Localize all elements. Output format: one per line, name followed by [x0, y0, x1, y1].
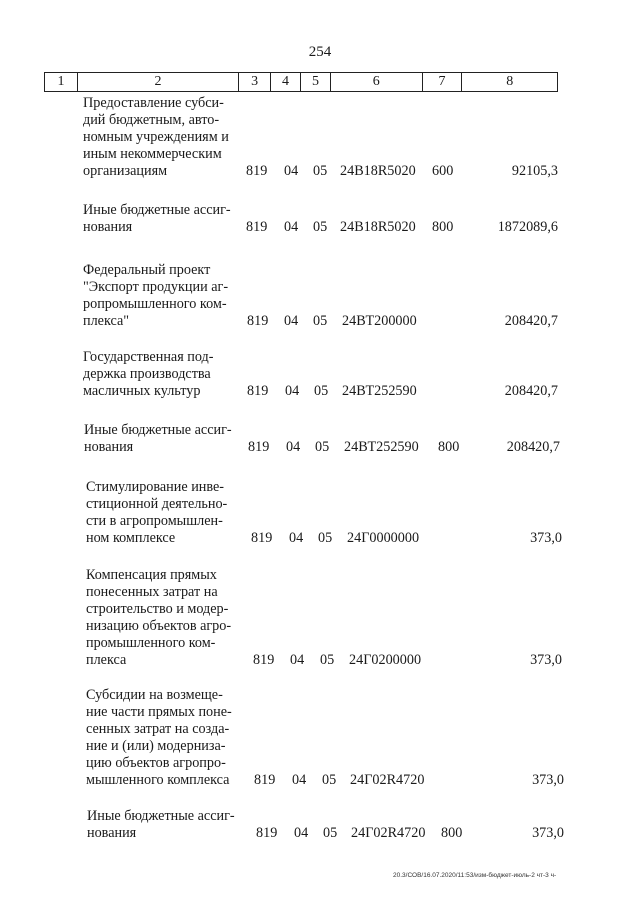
amount: 373,0 [532, 825, 564, 841]
target-article-code: 24В18R5020 [340, 219, 416, 235]
target-article-code: 24ВТ200000 [342, 313, 417, 329]
column-header-2: 2 [78, 73, 239, 91]
expense-type-code: 800 [441, 825, 463, 841]
section-code: 04 [284, 163, 299, 179]
section-code: 04 [286, 439, 301, 455]
column-header-4: 4 [271, 73, 301, 91]
amount: 373,0 [530, 530, 562, 546]
ministry-code: 819 [246, 163, 268, 179]
ministry-code: 819 [247, 313, 269, 329]
column-header-5: 5 [301, 73, 331, 91]
target-article-code: 24ВТ252590 [342, 383, 417, 399]
column-header-7: 7 [423, 73, 463, 91]
amount: 373,0 [530, 652, 562, 668]
page-number: 254 [308, 44, 332, 60]
ministry-code: 819 [248, 439, 270, 455]
subsection-code: 05 [313, 219, 328, 235]
amount: 208420,7 [504, 383, 558, 399]
column-header-1: 1 [45, 73, 78, 91]
target-article-code: 24Г0200000 [349, 652, 422, 668]
column-header-8: 8 [506, 74, 514, 89]
ministry-code: 819 [254, 772, 276, 788]
subsection-code: 05 [323, 825, 338, 841]
target-article-code: 24Г0000000 [347, 530, 420, 546]
row-description: Иные бюджетные ассиг- нования [84, 422, 232, 455]
subsection-code: 05 [322, 772, 337, 788]
expense-type-code: 600 [432, 163, 454, 179]
section-code: 04 [292, 772, 307, 788]
target-article-code: 24Г02R4720 [350, 772, 425, 788]
footer-document-code: 20.3/СОВ/16.07.2020/11:53/изм-бюджет-июль-2 чт-3 ч- [393, 872, 557, 879]
row-description: Государственная под- держка производства масличных культур [83, 349, 214, 399]
ministry-code: 819 [247, 383, 269, 399]
expense-type-code: 800 [438, 439, 460, 455]
row-description: Стимулирование инве- стиционной деятельно- сти в агропромышлен- ном комплексе [86, 479, 228, 546]
amount: 1872089,6 [497, 219, 558, 235]
section-code: 04 [289, 530, 304, 546]
subsection-code: 05 [320, 652, 335, 668]
amount: 373,0 [532, 772, 564, 788]
row-description: Федеральный проект "Экспорт продукции аг- ропромышленного ком- плекса" [83, 262, 229, 329]
amount: 208420,7 [506, 439, 560, 455]
ministry-code: 819 [253, 652, 275, 668]
section-code: 04 [294, 825, 309, 841]
subsection-code: 05 [314, 383, 329, 399]
section-code: 04 [290, 652, 305, 668]
section-code: 04 [284, 219, 299, 235]
amount: 208420,7 [504, 313, 558, 329]
row-description: Предоставление субси- дий бюджетным, авто- номным учреждениям и иным некоммерческим организациям [83, 95, 229, 179]
ministry-code: 819 [246, 219, 268, 235]
column-header-3: 3 [239, 73, 271, 91]
row-description: Иные бюджетные ассиг- нования [83, 202, 231, 235]
target-article-code: 24Г02R4720 [351, 825, 426, 841]
section-code: 04 [284, 313, 299, 329]
expense-type-code: 800 [432, 219, 454, 235]
subsection-code: 05 [313, 313, 328, 329]
row-description: Субсидии на возмеще- ние части прямых поне- сенных затрат на созда- ние и (или) модерниза- цию объектов агропро- мышленного комплекса [86, 687, 232, 788]
ministry-code: 819 [251, 530, 273, 546]
row-description: Иные бюджетные ассиг- нования [87, 808, 235, 841]
subsection-code: 05 [318, 530, 333, 546]
target-article-code: 24ВТ252590 [344, 439, 419, 455]
row-description: Компенсация прямых понесенных затрат на строительство и модер- низацию объектов агро- промышленного ком- плекса [86, 567, 232, 668]
column-header-6: 6 [331, 73, 423, 91]
section-code: 04 [285, 383, 300, 399]
amount: 92105,3 [511, 163, 558, 179]
target-article-code: 24В18R5020 [340, 163, 416, 179]
subsection-code: 05 [313, 163, 328, 179]
subsection-code: 05 [315, 439, 330, 455]
ministry-code: 819 [256, 825, 278, 841]
